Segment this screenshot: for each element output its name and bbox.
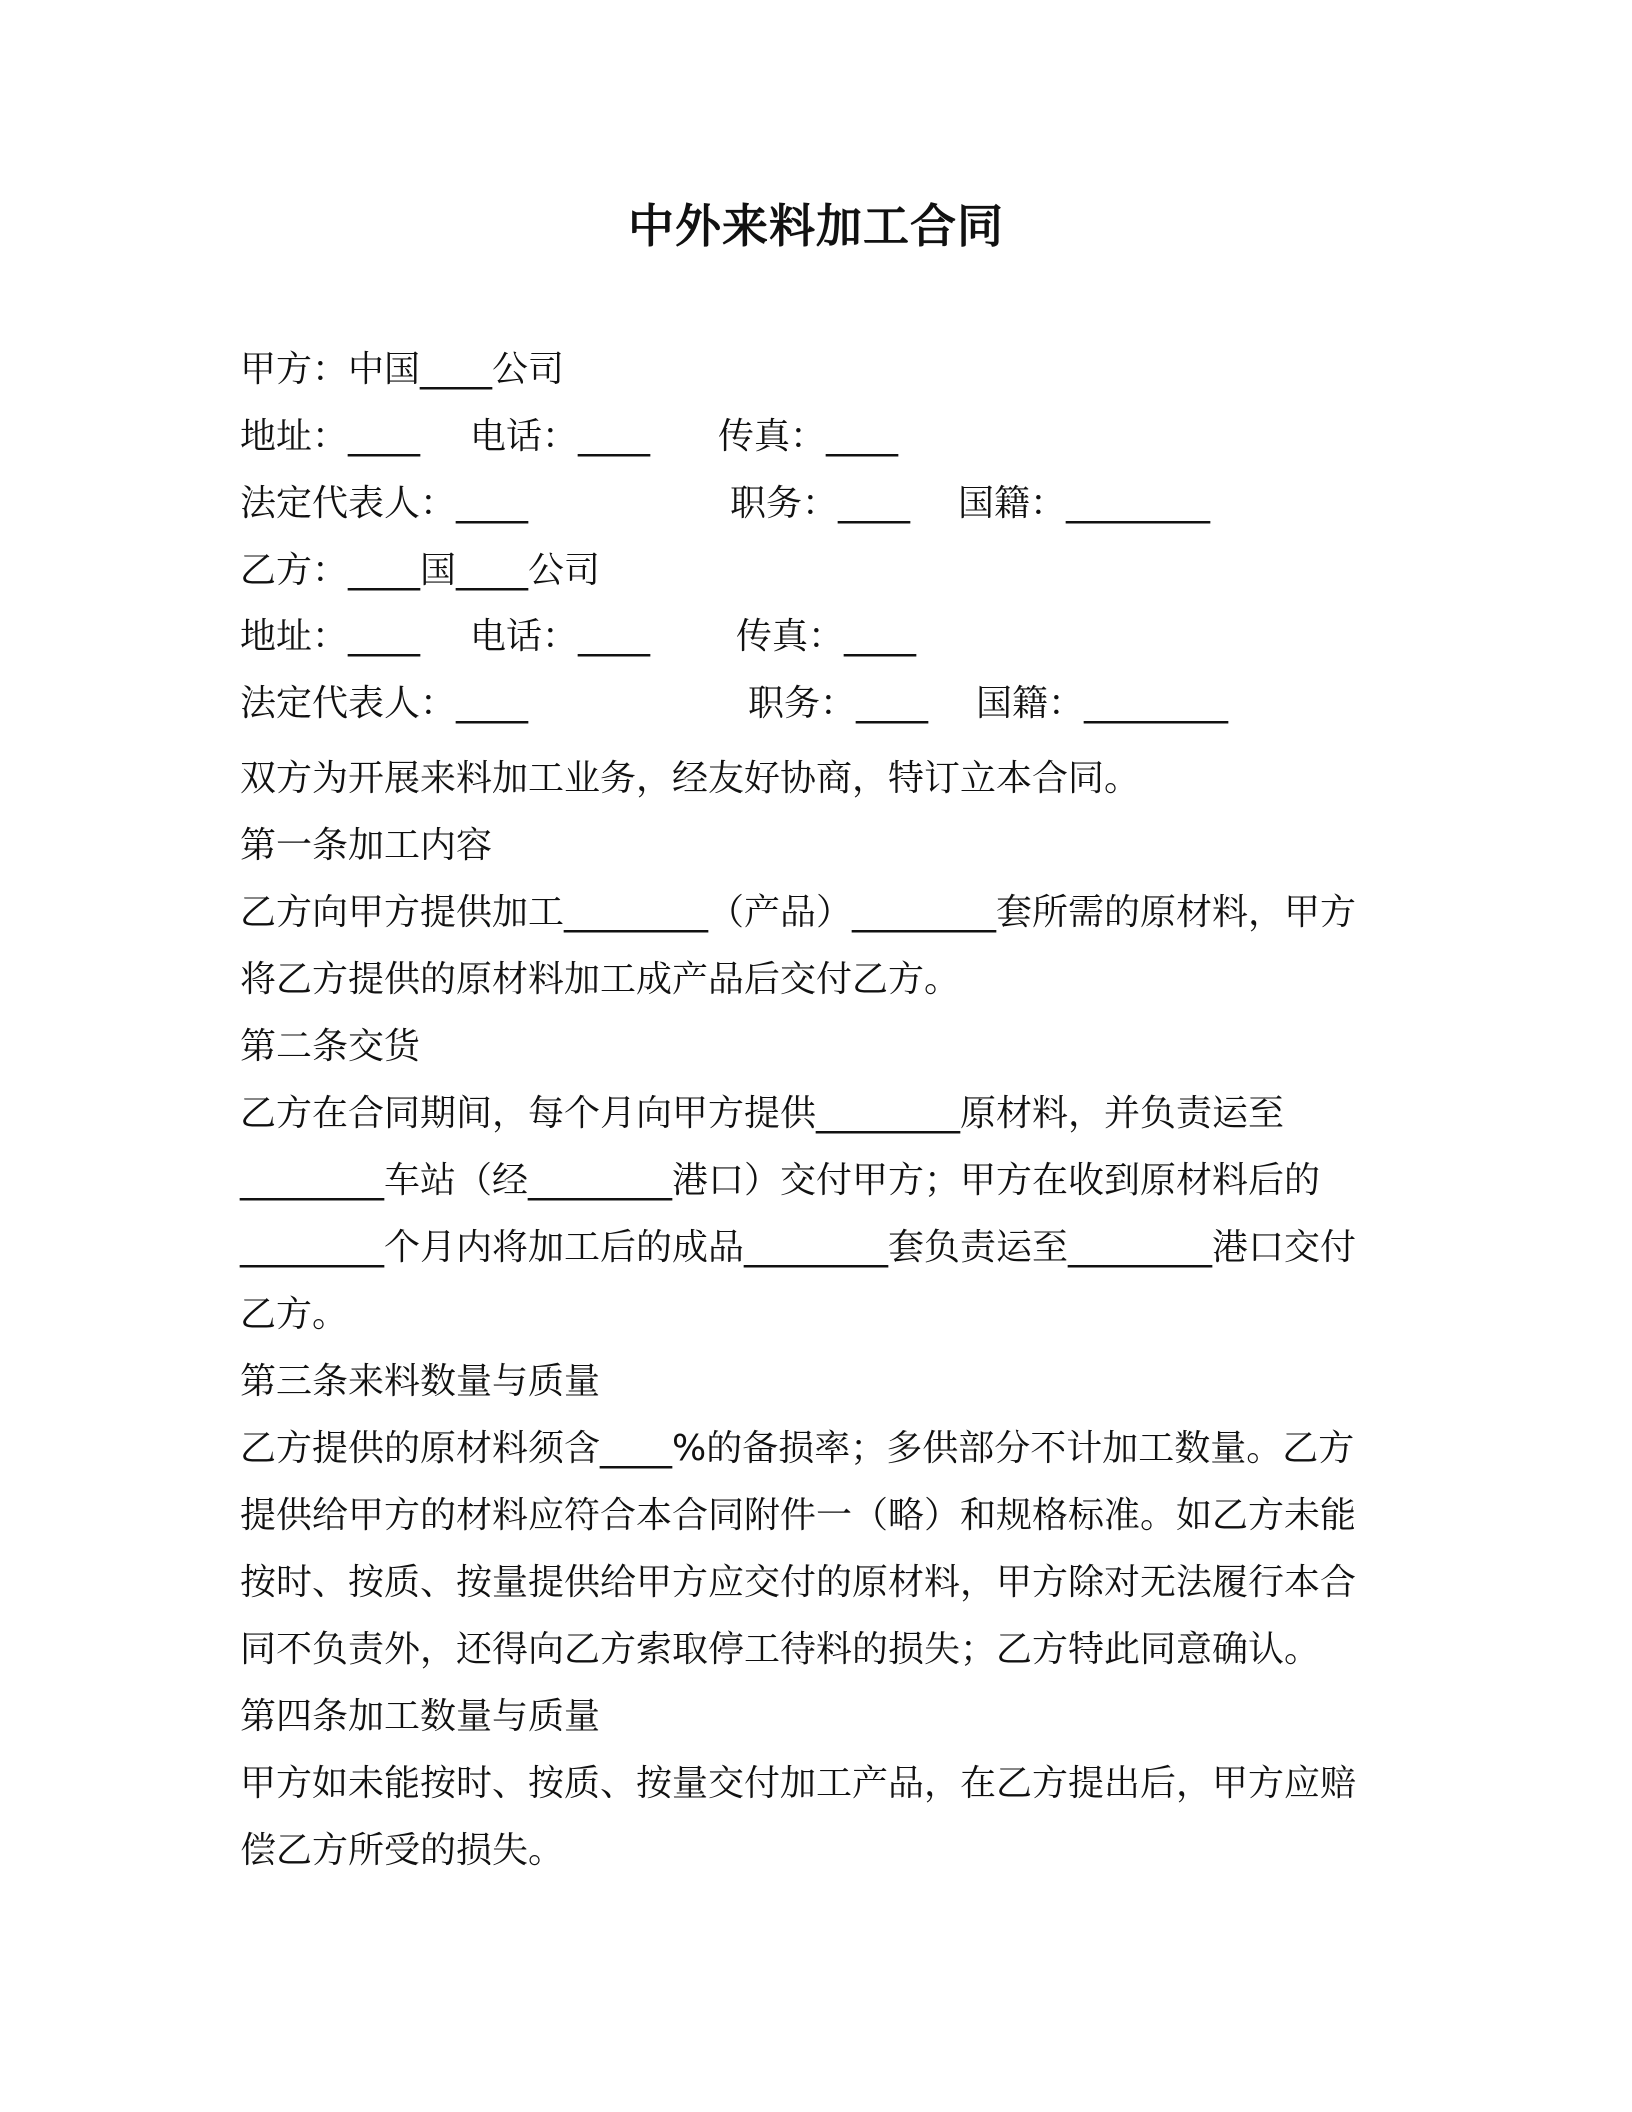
contract-body [240,745,1390,1884]
article-2-heading: 第二条交货 [240,1026,421,1067]
party-a-position: 职务：____ [730,483,911,524]
contract-title: 中外来料加工合同 [628,199,1004,253]
party-a-address: 地址：____ [240,416,421,457]
article-4-heading: 第四条加工数量与质量 [240,1696,601,1737]
article-3-heading: 第三条来料数量与质量 [240,1361,601,1402]
party-b-phone: 电话：____ [470,616,651,657]
article-1-heading: 第一条加工内容 [240,825,493,866]
party-a-name-line: 甲方：中国____公司 [240,349,565,390]
party-b-address: 地址：____ [240,616,421,657]
party-b-legal-rep: 法定代表人：____ [240,683,529,724]
party-b-position: 职务：____ [748,683,929,724]
article-3-body: 乙方提供的原材料须含____%的备损率；多供部分不计加工数量。乙方提供给甲方的材料应符合本合同附件一（略）和规格标准。如乙方未能按时、按质、按量提供给甲方应交付的原材料，甲方除对无法履行本合同不负责外，还得向乙方索取停工待料的损失；乙方特此同意确认。 [240,1428,1357,1670]
party-a-legal-rep: 法定代表人：____ [240,483,529,524]
party-a-fax: 传真：____ [718,416,899,457]
party-b-nationality: 国籍：________ [976,683,1229,724]
article-2-body: 乙方在合同期间，每个月向甲方提供________原材料，并负责运至________车站（经________港口）交付甲方；甲方在收到原材料后的________个月内将加工后的成品________套负责运至________港口交付乙方。 [240,1093,1357,1335]
party-a-nationality: 国籍：________ [958,483,1211,524]
party-a-phone: 电话：____ [470,416,651,457]
article-1-body: 乙方向甲方提供加工________（产品）________套所需的原材料，甲方将乙方提供的原材料加工成产品后交付乙方。 [240,892,1357,1000]
article-4-body: 甲方如未能按时、按质、按量交付加工产品，在乙方提出后，甲方应赔偿乙方所受的损失。 [240,1763,1357,1871]
party-b-fax: 传真：____ [736,616,917,657]
party-b-name-line: 乙方：____国____公司 [240,550,601,591]
intro-paragraph: 双方为开展来料加工业务，经友好协商，特订立本合同。 [240,758,1141,799]
